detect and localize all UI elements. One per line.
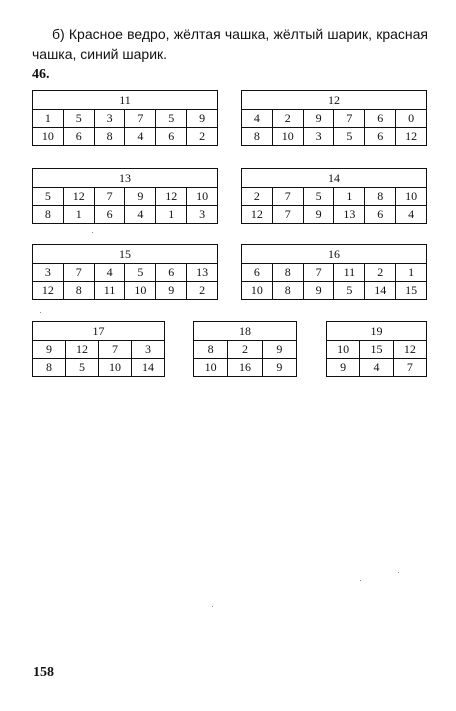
box-cell: 6 [365,128,396,146]
box-cell: 9 [303,110,334,128]
box-total: 15 [33,245,218,264]
box-cell: 8 [272,282,303,300]
intro-text [32,24,428,64]
box-cell: 10 [194,359,228,377]
print-speck [360,580,361,581]
box-cell: 7 [272,206,303,224]
box-cell: 15 [396,282,427,300]
box-cell: 4 [396,206,427,224]
number-box-13 [32,168,218,224]
number-box-11 [32,90,218,146]
box-cell: 12 [396,128,427,146]
box-cell: 14 [132,359,165,377]
box-total: 12 [242,91,427,110]
box-cell: 10 [187,188,218,206]
box-cell: 0 [396,110,427,128]
box-cell: 3 [187,206,218,224]
box-cell: 12 [156,188,187,206]
box-cell: 12 [393,341,426,359]
box-cell: 10 [327,341,360,359]
box-total: 17 [33,322,165,341]
box-cell: 9 [262,359,296,377]
box-cell: 5 [63,110,94,128]
box-cell: 5 [66,359,99,377]
box-cell: 1 [63,206,94,224]
box-cell: 2 [242,188,273,206]
box-cell: 8 [242,128,273,146]
box-cell: 5 [334,128,365,146]
box-cell: 8 [365,188,396,206]
box-cell: 10 [242,282,273,300]
box-cell: 9 [303,206,334,224]
number-box-14 [241,168,427,224]
box-cell: 8 [33,359,66,377]
print-speck [398,572,399,573]
box-cell: 4 [94,264,125,282]
box-total: 14 [242,169,427,188]
box-cell: 2 [187,282,218,300]
box-cell: 1 [156,206,187,224]
box-cell: 7 [94,188,125,206]
box-cell: 2 [187,128,218,146]
box-cell: 13 [187,264,218,282]
box-cell: 3 [94,110,125,128]
box-cell: 6 [156,128,187,146]
box-cell: 2 [365,264,396,282]
intro-line-2: чашка, синий шарик. [32,46,168,62]
box-cell: 5 [156,110,187,128]
box-cell: 10 [33,128,64,146]
box-cell: 4 [360,359,393,377]
print-speck [40,312,41,313]
box-cell: 6 [242,264,273,282]
box-cell: 13 [334,206,365,224]
box-cell: 12 [242,206,273,224]
box-cell: 6 [63,128,94,146]
box-cell: 16 [228,359,262,377]
box-cell: 7 [393,359,426,377]
box-cell: 12 [63,188,94,206]
box-cell: 4 [125,128,156,146]
intro-line-1: б) Красное ведро, жёлтая чашка, жёлтый шарик, красная [52,26,428,42]
box-cell: 7 [125,110,156,128]
box-cell: 11 [334,264,365,282]
box-cell: 4 [242,110,273,128]
box-cell: 3 [303,128,334,146]
box-cell: 2 [272,110,303,128]
box-cell: 12 [66,341,99,359]
print-speck [92,232,93,233]
box-cell: 4 [125,206,156,224]
box-cell: 8 [272,264,303,282]
box-total: 19 [327,322,427,341]
box-total: 16 [242,245,427,264]
box-cell: 1 [334,188,365,206]
box-cell: 5 [125,264,156,282]
box-cell: 10 [396,188,427,206]
box-cell: 9 [33,341,66,359]
box-cell: 10 [125,282,156,300]
box-cell: 9 [187,110,218,128]
box-cell: 3 [33,264,64,282]
box-cell: 9 [125,188,156,206]
box-cell: 9 [156,282,187,300]
box-cell: 6 [365,206,396,224]
number-box-16 [241,244,427,300]
box-cell: 10 [272,128,303,146]
box-cell: 14 [365,282,396,300]
box-total: 13 [33,169,218,188]
box-cell: 2 [228,341,262,359]
box-cell: 6 [94,206,125,224]
box-cell: 7 [303,264,334,282]
box-cell: 5 [33,188,64,206]
box-cell: 6 [365,110,396,128]
box-cell: 7 [334,110,365,128]
box-cell: 8 [94,128,125,146]
box-cell: 11 [94,282,125,300]
box-cell: 9 [303,282,334,300]
number-box-19 [326,321,427,377]
box-cell: 3 [132,341,165,359]
box-total: 18 [194,322,297,341]
exercise-number: 46. [32,67,50,82]
box-cell: 7 [272,188,303,206]
box-cell: 12 [33,282,64,300]
box-cell: 9 [327,359,360,377]
box-cell: 7 [99,341,132,359]
number-box-17 [32,321,165,377]
box-cell: 15 [360,341,393,359]
box-cell: 8 [63,282,94,300]
box-cell: 9 [262,341,296,359]
box-cell: 8 [194,341,228,359]
box-cell: 10 [99,359,132,377]
box-cell: 5 [334,282,365,300]
box-cell: 8 [33,206,64,224]
box-cell: 5 [303,188,334,206]
box-cell: 1 [396,264,427,282]
number-box-15 [32,244,218,300]
box-total: 11 [33,91,218,110]
print-speck [212,606,213,607]
box-cell: 7 [63,264,94,282]
box-cell: 1 [33,110,64,128]
box-cell: 6 [156,264,187,282]
number-box-12 [241,90,427,146]
number-box-18 [193,321,297,377]
page-number: 158 [33,665,54,680]
